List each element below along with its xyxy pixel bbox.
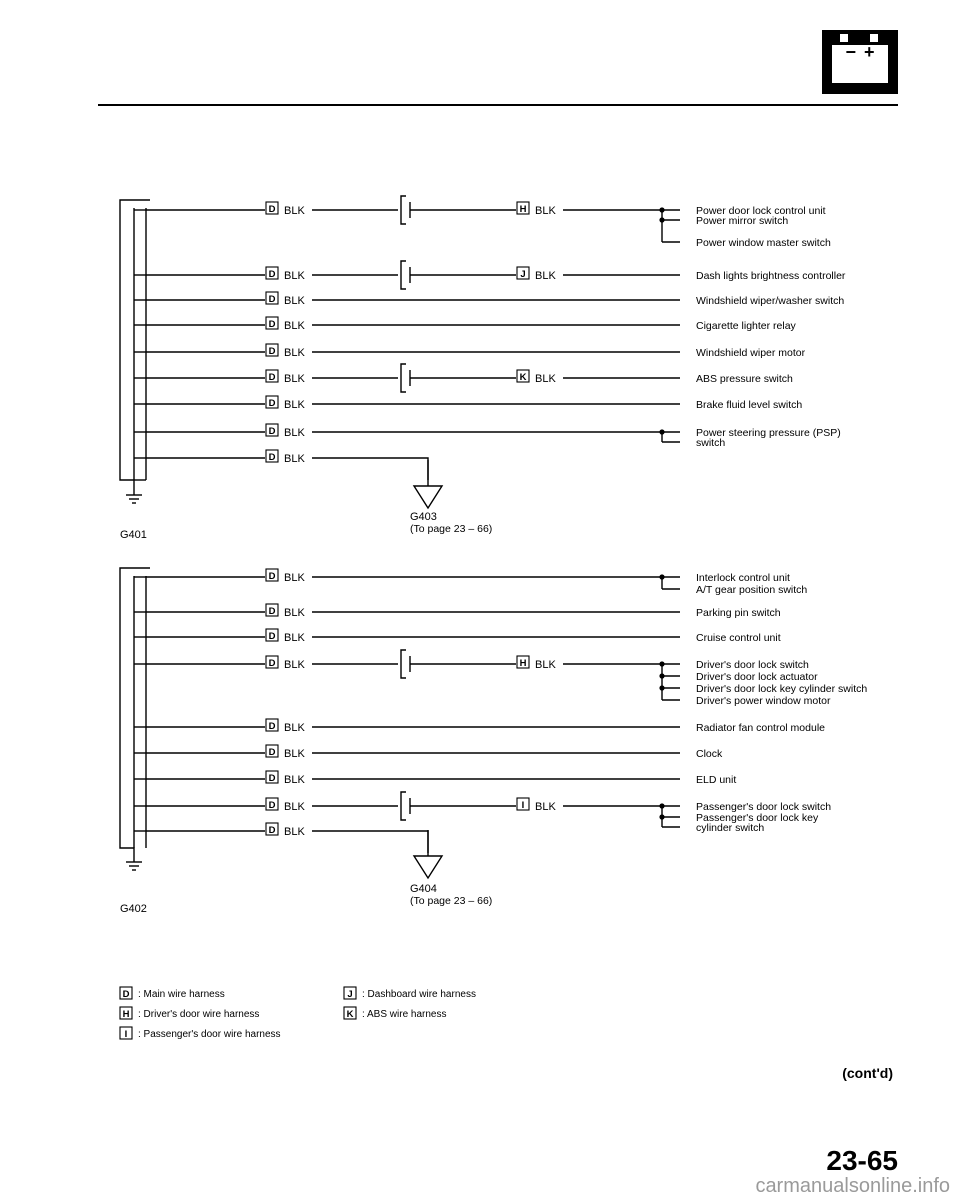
inline-connector	[401, 792, 406, 820]
wire-row	[134, 650, 867, 707]
connector-code: D	[268, 631, 276, 642]
wire-row	[134, 317, 797, 332]
wire-color: BLK	[284, 774, 305, 786]
wire-color: BLK	[284, 632, 305, 644]
component-label: Driver's door lock key cylinder switch	[696, 683, 868, 695]
page-ref-g403: (To page 23 – 66)	[410, 523, 493, 535]
component-label: Windshield wiper motor	[696, 347, 806, 359]
wire-row	[134, 629, 781, 644]
diagram-1-rows	[134, 196, 846, 480]
connector-code: D	[268, 372, 276, 383]
mid-wire-color: BLK	[535, 270, 556, 282]
splice-dot	[659, 803, 664, 808]
legend-item	[344, 1007, 446, 1020]
component-label: cylinder switch	[696, 822, 765, 834]
mid-wire-color: BLK	[535, 205, 556, 217]
connector-code: D	[268, 571, 276, 582]
component-label: Power steering pressure (PSP)	[696, 427, 841, 439]
component-label: Driver's door lock switch	[696, 659, 809, 671]
connector-code: D	[268, 269, 276, 280]
component-label: Cigarette lighter relay	[696, 320, 796, 332]
splice-dot	[659, 217, 664, 222]
mid-connector-code: K	[519, 372, 527, 383]
legend-code: J	[347, 989, 353, 1000]
mid-connector-code: H	[519, 658, 527, 669]
wire-row	[134, 364, 793, 392]
component-label: Clock	[696, 748, 723, 760]
page-number: 23-65	[826, 1145, 898, 1176]
ground-symbol-g401	[126, 495, 142, 503]
connector-code: D	[268, 658, 276, 669]
diagram-1-frame	[120, 200, 150, 495]
legend-code: H	[122, 1009, 130, 1020]
wire-color: BLK	[284, 826, 305, 838]
wire-color: BLK	[284, 722, 305, 734]
wire-row	[134, 396, 802, 411]
wire-color: BLK	[284, 373, 305, 385]
wire-color: BLK	[284, 270, 305, 282]
legend-item	[120, 987, 225, 1000]
wire-color: BLK	[284, 347, 305, 359]
connector-code: D	[268, 319, 276, 330]
legend-code: D	[122, 989, 130, 1000]
wire-color: BLK	[284, 453, 305, 465]
component-label: Brake fluid level switch	[696, 399, 803, 411]
wire-row	[134, 292, 844, 307]
battery-minus-plus: − +	[845, 42, 875, 62]
splice-dot	[659, 673, 664, 678]
battery-icon	[822, 30, 898, 94]
component-label: Power window master switch	[696, 237, 831, 249]
ground-symbol-g402	[126, 862, 142, 870]
component-label: Passenger's door lock key	[696, 812, 819, 824]
inline-connector	[401, 261, 406, 289]
wire-row	[134, 745, 723, 760]
connector-code: D	[268, 398, 276, 409]
legend-text: : Dashboard wire harness	[362, 989, 476, 1000]
wire-row	[134, 792, 831, 834]
wire-color: BLK	[284, 399, 305, 411]
ground-label-g404: G404	[410, 883, 437, 895]
connector-code: D	[268, 721, 276, 732]
mid-connector-code: I	[521, 800, 525, 811]
connector-code: D	[268, 825, 276, 836]
page-ref-g404: (To page 23 – 66)	[410, 895, 493, 907]
connector-code: D	[268, 773, 276, 784]
wire-row	[134, 344, 806, 359]
legend-item	[344, 987, 476, 1000]
component-label: Cruise control unit	[696, 632, 781, 644]
ground-label-g401: G401	[120, 529, 147, 541]
component-label: Radiator fan control module	[696, 722, 825, 734]
wire-color: BLK	[284, 659, 305, 671]
inline-connector	[401, 196, 406, 224]
inline-connector	[401, 650, 406, 678]
legend-text: : Main wire harness	[138, 989, 225, 1000]
wire-row	[134, 261, 846, 289]
wire-row	[134, 196, 831, 249]
component-label: switch	[696, 437, 726, 449]
splice-dot	[659, 685, 664, 690]
connector-code: D	[268, 747, 276, 758]
wire-row	[134, 771, 736, 786]
wire-color: BLK	[284, 748, 305, 760]
wire-row	[134, 450, 428, 480]
ground-label-g403: G403	[410, 511, 437, 523]
splice-dot	[659, 207, 664, 212]
legend-code: I	[124, 1029, 128, 1040]
mid-connector-code: H	[519, 204, 527, 215]
component-label: Passenger's door lock switch	[696, 801, 832, 813]
component-label: ELD unit	[696, 774, 737, 786]
splice-dot	[659, 429, 664, 434]
wire-row	[134, 424, 841, 449]
component-label: Driver's power window motor	[696, 695, 831, 707]
diagram-2-rows	[134, 569, 867, 853]
wire-color: BLK	[284, 205, 305, 217]
connector-code: D	[268, 452, 276, 463]
component-label: Parking pin switch	[696, 607, 781, 619]
ground-wire	[312, 831, 428, 853]
component-label: Dash lights brightness controller	[696, 270, 846, 282]
wire-row	[134, 604, 781, 619]
splice-dot	[659, 814, 664, 819]
wire-row	[134, 719, 825, 734]
splice-dot	[659, 574, 664, 579]
wire-color: BLK	[284, 572, 305, 584]
connector-code: D	[268, 294, 276, 305]
splice-dot	[659, 661, 664, 666]
wire-color: BLK	[284, 320, 305, 332]
component-label: Windshield wiper/washer switch	[696, 295, 845, 307]
connector-code: D	[268, 606, 276, 617]
wire-row	[134, 569, 807, 596]
wire-row	[134, 823, 428, 853]
wire-color: BLK	[284, 427, 305, 439]
legend-text: : ABS wire harness	[362, 1009, 447, 1020]
inline-connector	[401, 364, 406, 392]
ground-wire	[312, 458, 428, 480]
mid-connector-code: J	[520, 269, 526, 280]
connector-code: D	[268, 800, 276, 811]
component-label: Power mirror switch	[696, 215, 789, 227]
connector-code: D	[268, 346, 276, 357]
mid-wire-color: BLK	[535, 373, 556, 385]
wire-color: BLK	[284, 801, 305, 813]
connector-code: D	[268, 426, 276, 437]
watermark: carmanualsonline.info	[755, 1175, 950, 1197]
legend-text: : Passenger's door wire harness	[138, 1029, 281, 1040]
component-label: Power door lock control unit	[696, 205, 826, 217]
legend-code: K	[346, 1009, 354, 1020]
mid-wire-color: BLK	[535, 659, 556, 671]
continued-label: (cont'd)	[842, 1065, 893, 1081]
legend-text: : Driver's door wire harness	[138, 1009, 260, 1020]
component-label: A/T gear position switch	[696, 584, 808, 596]
component-label: Interlock control unit	[696, 572, 790, 584]
legend-item	[120, 1027, 281, 1040]
component-label: Driver's door lock actuator	[696, 671, 818, 683]
harness-legend	[120, 987, 476, 1040]
legend-item	[120, 1007, 259, 1020]
mid-wire-color: BLK	[535, 801, 556, 813]
ground-label-g402: G402	[120, 903, 147, 915]
connector-code: D	[268, 204, 276, 215]
component-label: ABS pressure switch	[696, 373, 793, 385]
wire-color: BLK	[284, 607, 305, 619]
wire-color: BLK	[284, 295, 305, 307]
